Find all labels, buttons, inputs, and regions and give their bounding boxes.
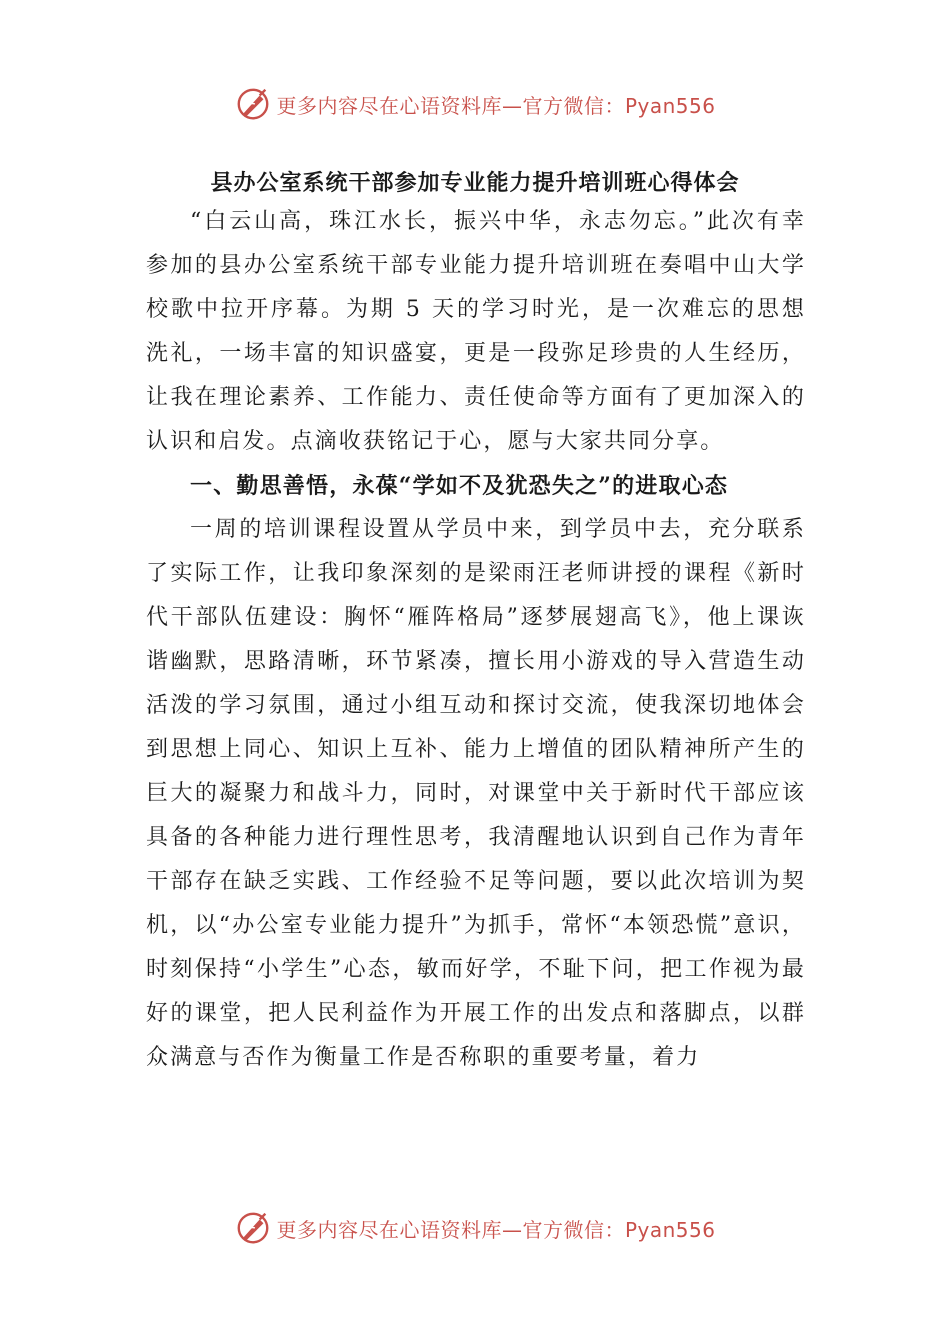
intro-line: 中山大学校歌中拉开序幕。为期 5 天的学习时光，是一次难 (146, 253, 806, 322)
intro-line: 大家共同分享。 (555, 429, 725, 454)
section-line: 持“小学生”心态，敏而好学，不耻下问，把工作视为最 (219, 957, 806, 982)
section-line: 时，对课堂中关于新时代干部应该具备的各种能力进行理 (146, 781, 806, 850)
section-line: 一周的培训课程设置从学员中来，到学员中去，充分联 (190, 517, 782, 542)
header-banner (0, 84, 950, 124)
section-line: 性思考，我清醒地认识到自己作为青年干部存在缺乏实践、 (146, 825, 806, 894)
section-heading: 一、勤思善悟，永葆“学如不及犹恐失之”的进取心态 (190, 473, 729, 499)
document-title: 县办公室系统干部参加专业能力提升培训班心得体会 (210, 170, 740, 196)
banner-text: 更多内容尽在心语资料库—官方微信：Pyan556 (276, 93, 716, 118)
section-line: 《新时代干部队伍建设：胸怀“雁阵格局”逐梦展翅高 (146, 561, 806, 630)
section-line: 工作经验不足等问题，要以此次培训为契机，以“办公室 (146, 869, 806, 938)
intro-line: “白云山高，珠江水长，振兴中华，永志勿忘。”此次 (190, 209, 757, 234)
section-paragraph (146, 508, 806, 1080)
section-line: 飞》，他上课诙谐幽默，思路清晰，环节紧凑，擅长用小 (146, 605, 806, 674)
section-line: 系了实际工作，让我印象深刻的是梁雨汪老师讲授的课程 (146, 517, 806, 586)
footer-banner (0, 1208, 950, 1248)
section-line: 好的课堂，把人民利益作为开展工作的出发点和落脚点， (146, 1001, 758, 1026)
document-body (146, 200, 806, 1080)
intro-line: 的人生经历，让我在理论素养、工作能力、责任使命等方 (146, 341, 806, 410)
section-line: 专业能力提升”为抓手，常怀“本领恐慌”意识，时刻保 (146, 913, 806, 982)
section-line: 以群众满意与否作为衡量工作是否称职的重要考量，着力 (146, 1001, 806, 1070)
banner-text: 更多内容尽在心语资料库—官方微信：Pyan556 (276, 1217, 716, 1242)
intro-paragraph (146, 200, 806, 464)
intro-line: 忘的思想洗礼，一场丰富的知识盛宴，更是一段弥足珍贵 (146, 297, 806, 366)
intro-line: 面有了更加深入的认识和启发。点滴收获铭记于心，愿与 (146, 385, 806, 454)
section-line: 力上增值的团队精神所产生的巨大的凝聚力和战斗力，同 (146, 737, 806, 806)
section-line: 游戏的导入营造生动活泼的学习氛围，通过小组互动和探 (146, 649, 806, 718)
pen-logo-icon (234, 85, 272, 123)
section-line: 讨交流，使我深切地体会到思想上同心、知识上互补、能 (146, 693, 806, 762)
pen-logo-icon (234, 1209, 272, 1247)
intro-line: 有幸参加的县办公室系统干部专业能力提升培训班在奏唱 (146, 209, 806, 278)
